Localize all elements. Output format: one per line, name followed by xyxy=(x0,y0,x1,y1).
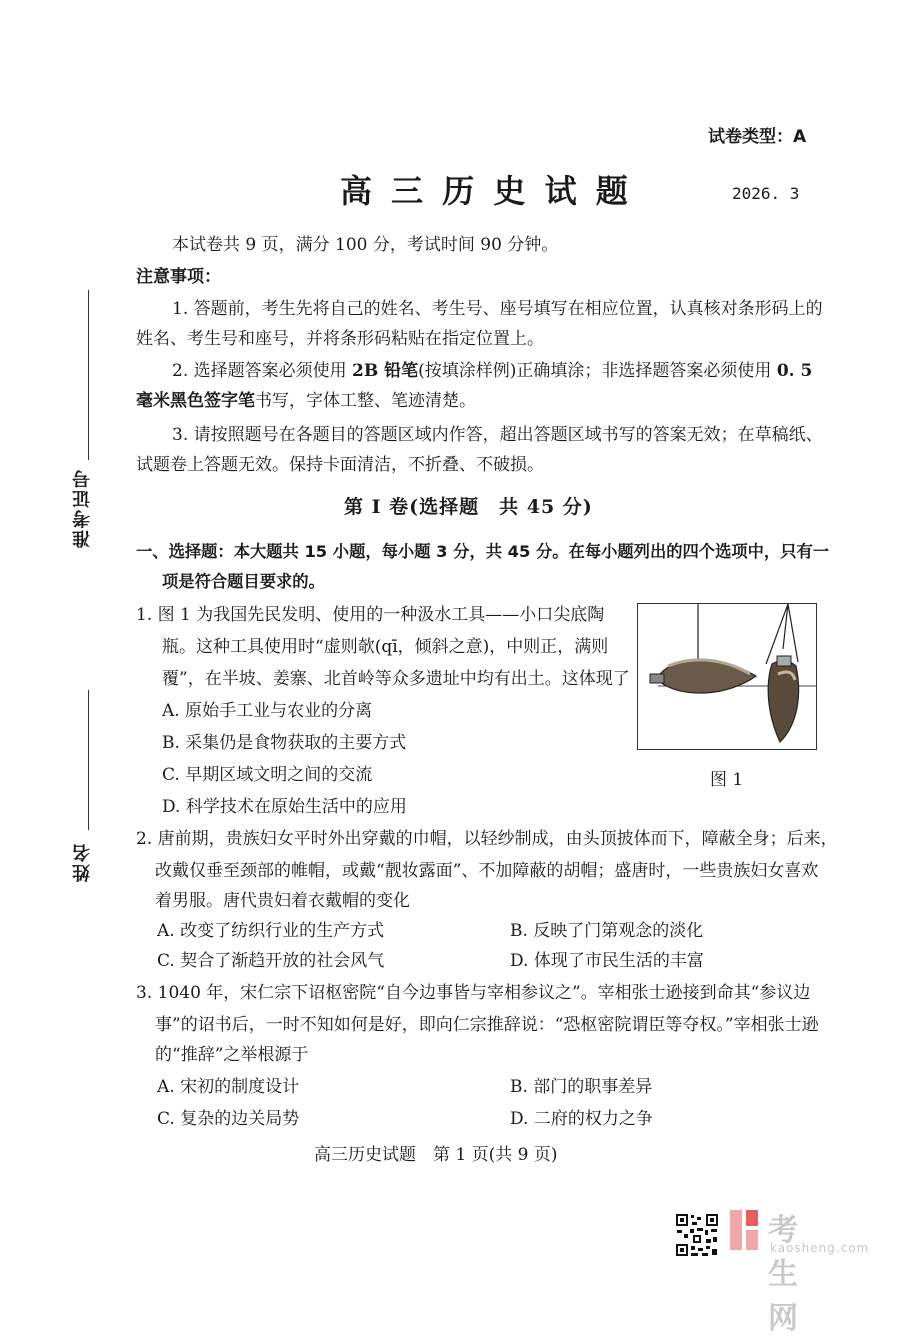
note-2-line-1 xyxy=(172,356,812,381)
note-2-text-e: 书写，字体工整、笔迹清楚。 xyxy=(255,391,476,411)
q2-stem-line-2: 改戴仅垂至颈部的帷帽，或戴“靓妆露面”、不加障蔽的胡帽；盛唐时，一些贵族妇女喜欢 xyxy=(155,861,819,881)
q1-stem-line-3: 覆”，在半坡、姜寨、北首岭等众多遗址中均有出土。这体现了 xyxy=(162,669,630,689)
exam-id-label: 准考证号 xyxy=(72,468,93,548)
q3-option-a: A. 宋初的制度设计 xyxy=(157,1077,300,1097)
note-2-text-c: (按填涂样例)正确填涂；非选择题答案必须使用 xyxy=(418,361,777,381)
watermark-url: kaosheng.com xyxy=(770,1241,870,1255)
q2-option-a: A. 改变了纺织行业的生产方式 xyxy=(157,921,385,941)
exam-date: 2026. 3 xyxy=(732,184,800,203)
note-1-line-2: 姓名、考生号和座号，并将条形码粘贴在指定位置上。 xyxy=(136,329,544,349)
figure-1 xyxy=(637,603,817,750)
q2-option-d: D. 体现了市民生活的丰富 xyxy=(510,951,704,971)
q3-stem-line-2: 事”的诏书后，一时不知如何是好，即向仁宗推辞说：“恐枢密院谓臣等夺权。”宰相张士逊 xyxy=(155,1015,819,1035)
q2-option-c: C. 契合了渐趋开放的社会风气 xyxy=(157,951,385,971)
part1-instruction-line-2: 项是符合题目要求的。 xyxy=(162,572,325,591)
note-2-line-2 xyxy=(136,386,476,411)
q1-stem-line-1: 1. 图 1 为我国先民发明、使用的一种汲水工具——小口尖底陶 xyxy=(136,605,605,625)
q2-stem-line-3: 着男服。唐代贵妇着衣戴帽的变化 xyxy=(155,891,410,911)
intro-text: 本试卷共 9 页，满分 100 分，考试时间 90 分钟。 xyxy=(172,235,559,255)
paper-type: 试卷类型：A xyxy=(708,127,807,147)
note-3-line-2: 试题卷上答题无效。保持卡面清洁，不折叠、不破损。 xyxy=(136,455,544,475)
note-3-line-1: 3. 请按照题号在各题目的答题区域内作答，超出答题区域书写的答案无效；在草稿纸、 xyxy=(172,425,823,445)
page-footer: 高三历史试题 第 1 页(共 9 页) xyxy=(314,1145,558,1165)
pottery-bottle-illustration xyxy=(638,604,816,749)
note-2-text-a: 2. 选择题答案必须使用 xyxy=(172,361,353,381)
note-2-pencil: 2B 铅笔 xyxy=(352,361,419,381)
q3-option-b: B. 部门的职事差异 xyxy=(510,1077,653,1097)
exam-id-underline xyxy=(88,290,89,460)
section-title: 第 Ⅰ 卷(选择题 共 45 分) xyxy=(344,496,593,518)
page-title: 高 三 历 史 试 题 xyxy=(340,172,632,210)
note-2-pen: 毫米黑色签字笔 xyxy=(136,391,255,411)
note-2-mm: 0. 5 xyxy=(776,361,813,381)
note-1-line-1: 1. 答题前，考生先将自己的姓名、考生号、座号填写在相应位置，认真核对条形码上的 xyxy=(172,299,823,319)
q1-option-b: B. 采集仍是食物获取的主要方式 xyxy=(162,733,407,753)
q1-option-c: C. 早期区域文明之间的交流 xyxy=(162,765,373,785)
q3-stem-line-3: 的“推辞”之举根源于 xyxy=(155,1045,309,1065)
watermark-brand: 考生网 xyxy=(768,1213,800,1336)
brand-mark-icon xyxy=(730,1210,760,1250)
notes-heading: 注意事项： xyxy=(136,267,221,287)
figure-1-caption: 图 1 xyxy=(710,770,744,790)
q1-option-a: A. 原始手工业与农业的分离 xyxy=(162,701,373,721)
part1-instruction-line-1: 一、选择题：本大题共 15 小题，每小题 3 分，共 45 分。在每小题列出的四个选项中，只有一 xyxy=(136,542,830,561)
q3-option-d: D. 二府的权力之争 xyxy=(510,1109,653,1129)
qr-code-icon xyxy=(675,1213,719,1257)
name-underline xyxy=(88,690,89,830)
q1-stem-line-2: 瓶。这种工具使用时“虚则欹(qī，倾斜之意)，中则正，满则 xyxy=(162,637,609,657)
q2-stem-line-1: 2. 唐前期，贵族妇女平时外出穿戴的巾帽，以轻纱制成，由头顶披体而下，障蔽全身；后来， xyxy=(136,829,838,849)
name-label: 姓名 xyxy=(72,842,93,882)
q3-option-c: C. 复杂的边关局势 xyxy=(157,1109,300,1129)
q1-option-d: D. 科学技术在原始生活中的应用 xyxy=(162,797,407,817)
q3-stem-line-1: 3. 1040 年，宋仁宗下诏枢密院“自今边事皆与宰相参议之”。宰相张士逊接到命其“参议边 xyxy=(136,983,811,1003)
q2-option-b: B. 反映了门第观念的淡化 xyxy=(510,921,704,941)
